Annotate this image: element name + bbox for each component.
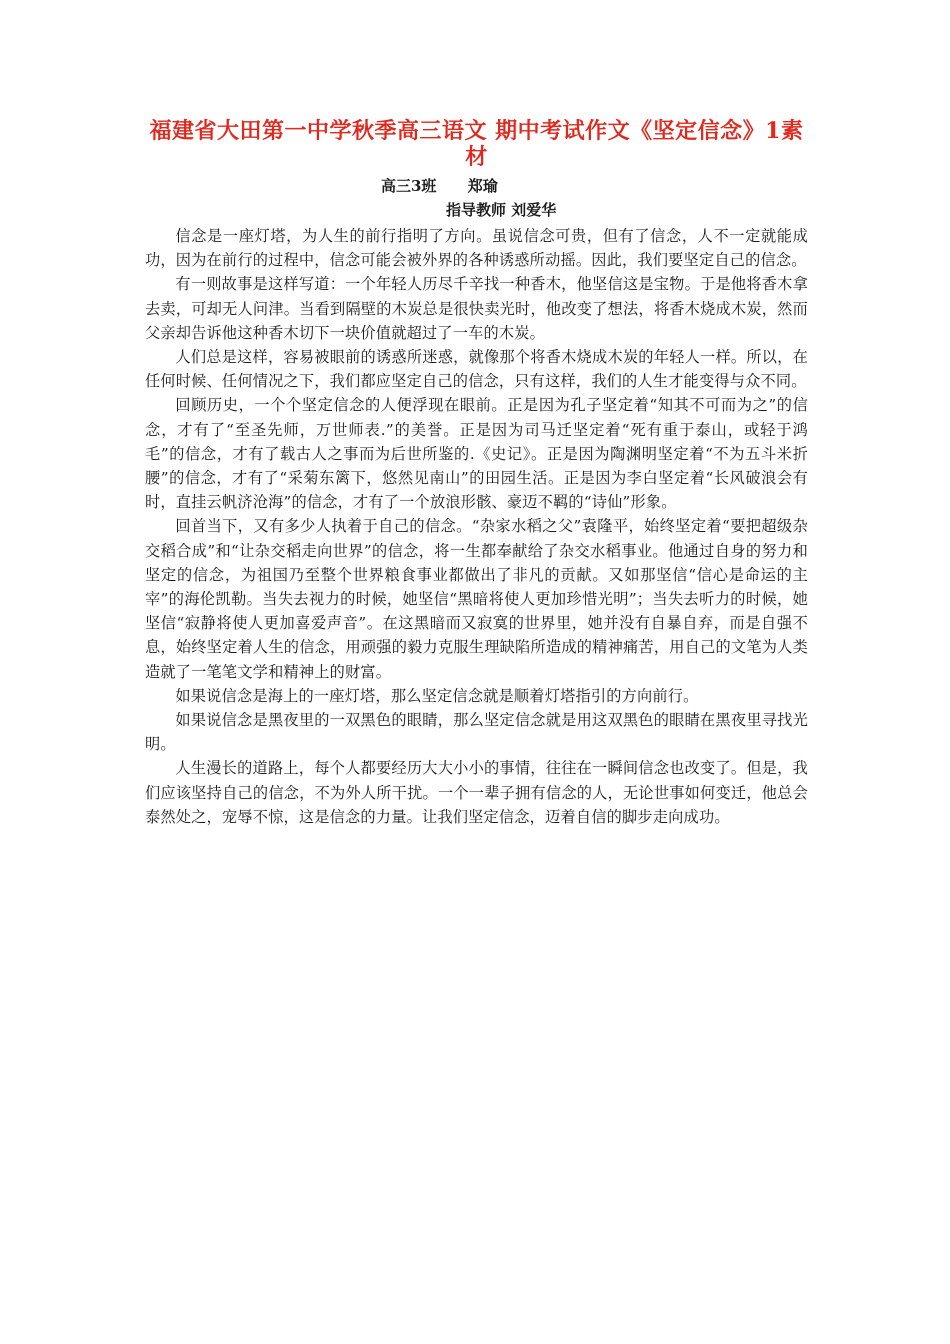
paragraph-3: 人们总是这样，容易被眼前的诱惑所迷惑，就像那个将香木烧成木炭的年轻人一样。所以，在任何时候、任何情况之下，我们都应坚定自己的信念，只有这样，我们的人生才能变得与众不同。 bbox=[145, 348, 808, 391]
author-line: 高三3班 郑瑜 bbox=[381, 177, 498, 195]
essay-body bbox=[145, 224, 808, 829]
paragraph-6: 如果说信念是海上的一座灯塔，那么坚定信念就是顺着灯塔指引的方向前行。 bbox=[175, 686, 699, 705]
paragraph-7: 如果说信念是黑夜里的一双黑色的眼睛，那么坚定信念就是用这双黑色的眼睛在黑夜里寻找光明。 bbox=[145, 711, 808, 754]
paragraph-8: 人生漫长的道路上，每个人都要经历大大小小的事情，往往在一瞬间信念也改变了。但是，我们应该坚持自己的信念，不为外人所干扰。一个一辈子拥有信念的人，无论世事如何变迁，他总会泰然处之，宠辱不惊，这是信念的力量。让我们坚定信念，迈着自信的脚步走向成功。 bbox=[145, 759, 808, 826]
paragraph-4: 回顾历史，一个个坚定信念的人便浮现在眼前。正是因为孔子坚定着“知其不可而为之”的信念，才有了“至圣先师，万世师表.”的美誉。正是因为司马迁坚定着“死有重于泰山，或轻于鸿毛”的信念，才有了载古人之事而为后世所鉴的.《史记》。正是因为陶渊明坚定着“不为五斗米折腰”的信念，才有了“采菊东篱下，悠然见南山”的田园生活。正是因为李白坚定着“长风破浪会有时，直挂云帆济沧海”的信念，才有了一个放浪形骸、豪迈不羁的“诗仙”形象。 bbox=[145, 396, 808, 512]
paragraph-1: 信念是一座灯塔，为人生的前行指明了方向。虽说信念可贵，但有了信念，人不一定就能成功，因为在前行的过程中，信念可能会被外界的各种诱惑所动摇。因此，我们要坚定自己的信念。 bbox=[145, 227, 808, 270]
paragraph-5: 回首当下，又有多少人执着于自己的信念。“杂家水稻之父”袁隆平，始终坚定着“要把超级杂交稻合成”和“让杂交稻走向世界”的信念，将一生都奉献给了杂交水稻事业。他通过自身的努力和坚定的信念，为祖国乃至整个世界粮食事业都做出了非凡的贡献。又如那坚信“信心是命运的主宰”的海伦凯勒。当失去视力的时候，她坚信“黑暗将使人更加珍惜光明”；当失去听力的时候，她坚信“寂静将使人更加喜爱声音”。在这黑暗而又寂寞的世界里，她并没有自暴自弃，而是自强不息，始终坚定着人生的信念，用顽强的毅力克服生理缺陷所造成的精神痛苦，用自己的文笔为人类造就了一笔笔文学和精神上的财富。 bbox=[145, 517, 808, 681]
paragraph-2: 有一则故事是这样写道：一个年轻人历尽千辛找一种香木，他坚信这是宝物。于是他将香木拿去卖，可却无人问津。当看到隔壁的木炭总是很快卖光时，他改变了想法，将香木烧成木炭，然而父亲却告诉他这种香木切下一块价值就超过了一车的木炭。 bbox=[145, 275, 808, 342]
document-title: 福建省大田第一中学秋季高三语文 期中考试作文《坚定信念》1素材 bbox=[149, 118, 804, 170]
document-page bbox=[145, 118, 808, 829]
teacher-line: 指导教师 刘爱华 bbox=[446, 201, 557, 219]
